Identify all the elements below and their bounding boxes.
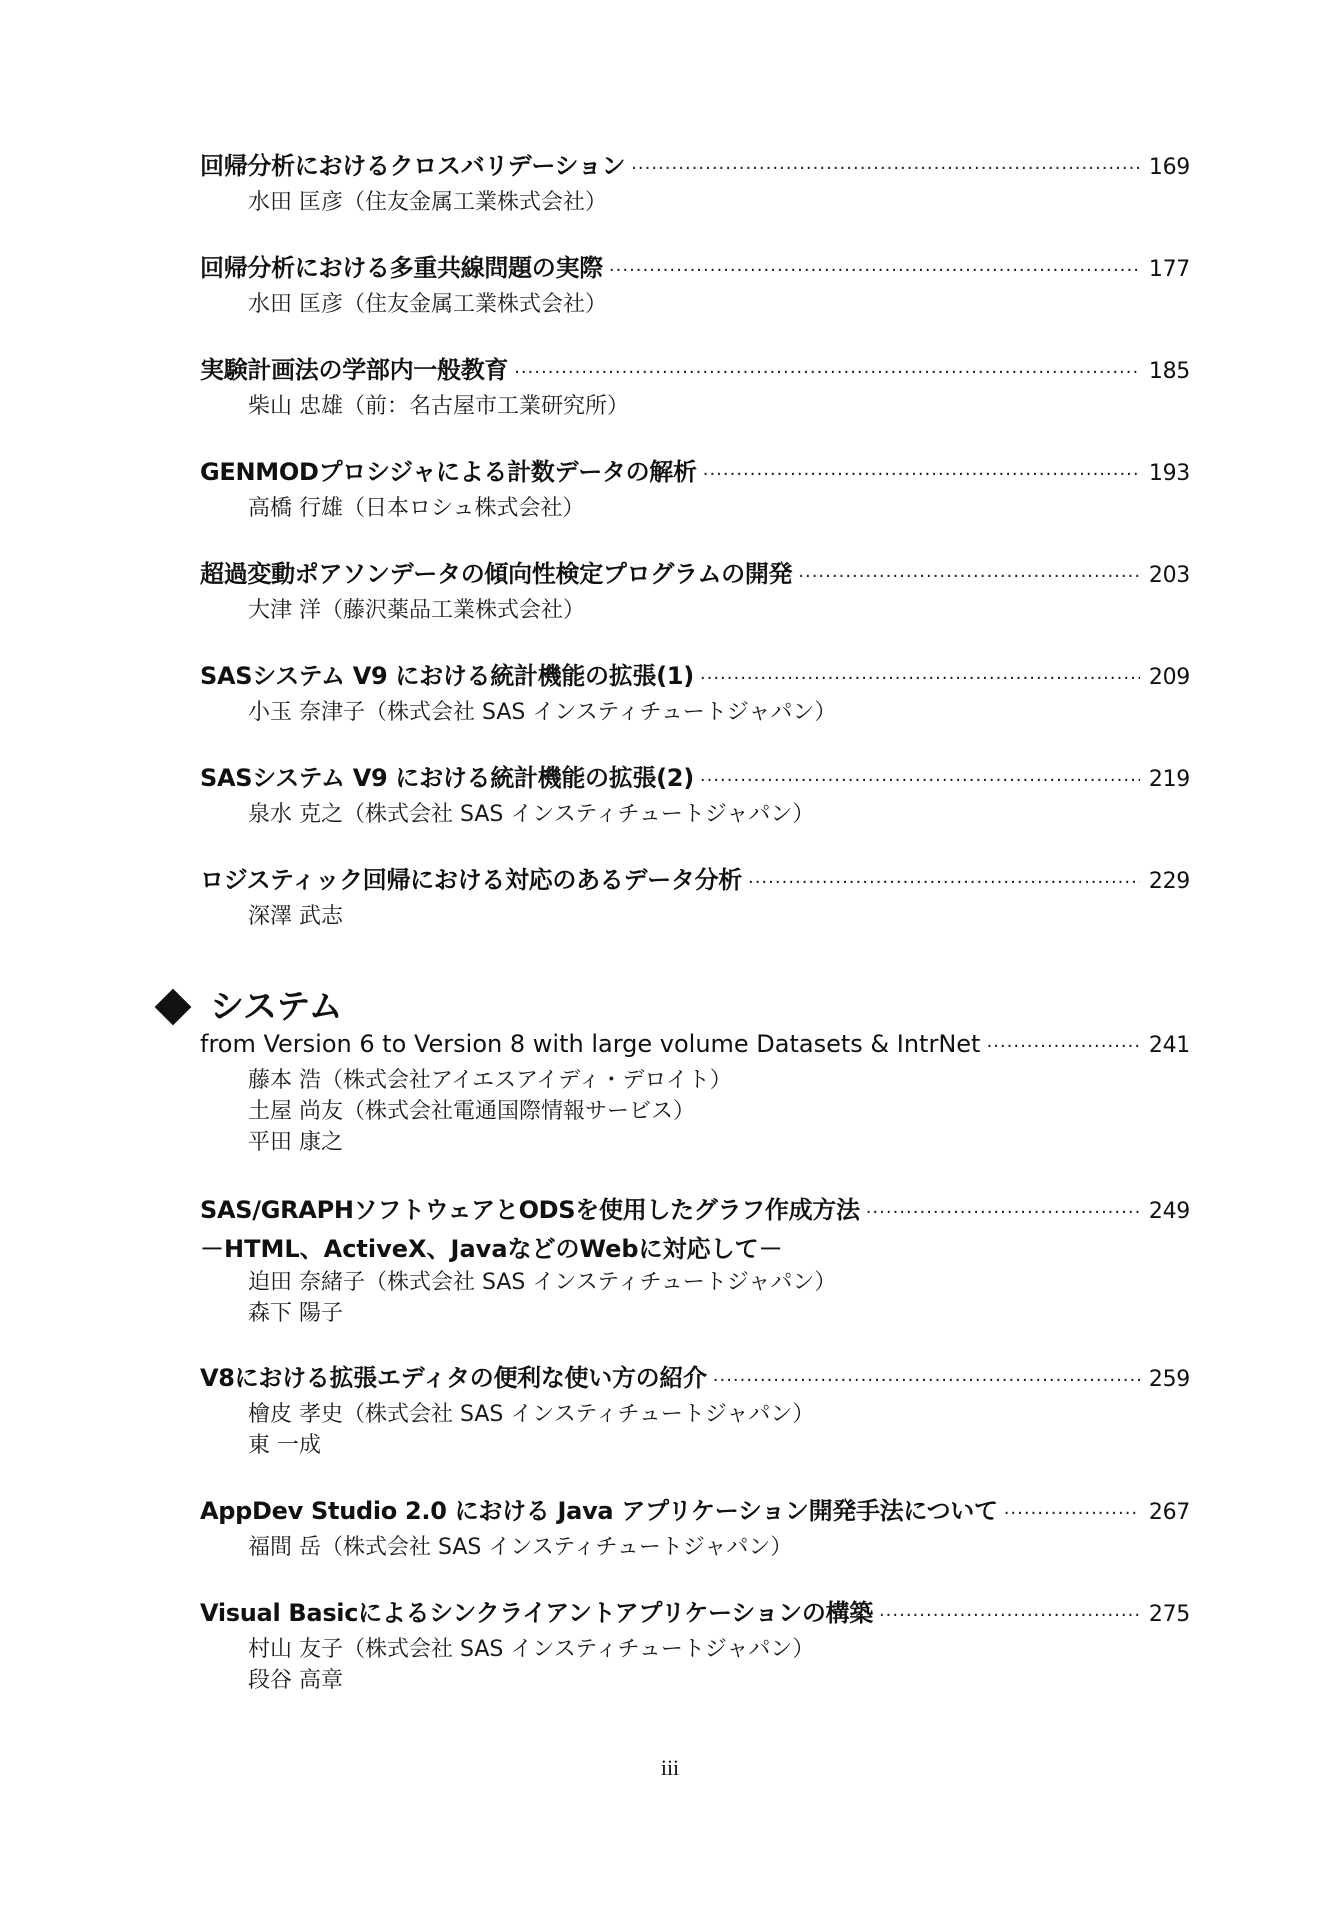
page-ref: 177: [1148, 257, 1190, 282]
toc-entry: [200, 1026, 1190, 1158]
page-ref: 267: [1148, 1500, 1190, 1525]
toc-entry: [200, 250, 1190, 320]
page-ref: 275: [1148, 1602, 1190, 1627]
entry-author: 段谷 高章: [248, 1668, 343, 1693]
leader-dots: [514, 355, 1140, 391]
toc-entry-title-row: [200, 1026, 1190, 1065]
page-ref: 203: [1148, 563, 1190, 588]
page-ref: 169: [1148, 155, 1190, 180]
toc-entry-title-row: [200, 556, 1190, 595]
page-ref: 249: [1148, 1199, 1190, 1224]
entry-author: 土屋 尚友（株式会社電通国際情報サービス）: [248, 1099, 695, 1124]
page-ref: 219: [1148, 767, 1190, 792]
leader-dots: [609, 253, 1140, 289]
leader-dots: [748, 865, 1140, 901]
entry-author: 大津 洋（藤沢薬品工業株式会社）: [248, 598, 585, 623]
entry-author: 水田 匡彦（住友金属工業株式会社）: [248, 292, 607, 317]
entry-author: 柴山 忠雄（前：名古屋市工業研究所）: [248, 394, 629, 419]
toc-entry: [200, 1595, 1190, 1696]
entry-title: from Version 6 to Version 8 with large volume Datasets & IntrNet: [200, 1030, 981, 1058]
toc-entry-title-row: [200, 1360, 1190, 1399]
toc-entry-title-row: [200, 1595, 1190, 1634]
page-number: iii: [660, 1755, 680, 1780]
entry-title: SASシステム V9 における統計機能の拡張(1): [200, 662, 694, 690]
entry-title: SAS/GRAPHソフトウェアとODSを使用したグラフ作成方法: [200, 1196, 860, 1224]
toc-entry-title-row: [200, 760, 1190, 799]
toc-entry: [200, 1493, 1190, 1563]
entry-author: 平田 康之: [248, 1130, 343, 1155]
toc-entry: [200, 1360, 1190, 1461]
page-ref: 241: [1148, 1033, 1190, 1058]
entry-author: 東 一成: [248, 1433, 321, 1458]
entry-author: 水田 匡彦（住友金属工業株式会社）: [248, 190, 607, 215]
toc-entry-title-row: [200, 658, 1190, 697]
leader-dots: [879, 1598, 1140, 1634]
page-ref: 193: [1148, 461, 1190, 486]
section-title: システム: [210, 987, 343, 1027]
entry-author: 小玉 奈津子（株式会社 SAS インスティチュートジャパン）: [248, 700, 837, 725]
entry-author: 森下 陽子: [248, 1301, 343, 1326]
entry-title: 超過変動ポアソンデータの傾向性検定プログラムの開発: [200, 560, 793, 588]
toc-entry: [200, 148, 1190, 218]
entry-title: AppDev Studio 2.0 における Java アプリケーション開発手法について: [200, 1497, 998, 1525]
toc-entry-title-row: [200, 352, 1190, 391]
page-ref: 185: [1148, 359, 1190, 384]
section-heading: [160, 985, 343, 1029]
toc-entry: [200, 862, 1190, 932]
leader-dots: [700, 763, 1140, 799]
toc-entry: [200, 760, 1190, 830]
entry-author: 迫田 奈緒子（株式会社 SAS インスティチュートジャパン）: [248, 1270, 837, 1295]
entry-author: 高橋 行雄（日本ロシュ株式会社）: [248, 496, 585, 521]
toc-entry: [200, 658, 1190, 728]
leader-dots: [866, 1195, 1140, 1231]
toc-entry-title-row: [200, 148, 1190, 187]
entry-author: 福間 岳（株式会社 SAS インスティチュートジャパン）: [248, 1535, 793, 1560]
diamond-bullet-icon: [155, 989, 192, 1026]
entry-author: 泉水 克之（株式会社 SAS インスティチュートジャパン）: [248, 802, 815, 827]
entry-author: 檜皮 孝史（株式会社 SAS インスティチュートジャパン）: [248, 1402, 815, 1427]
toc-entry-title-row: [200, 454, 1190, 493]
leader-dots: [700, 661, 1140, 697]
toc-entry: [200, 556, 1190, 626]
entry-title: Visual Basicによるシンクライアントアプリケーションの構築: [200, 1599, 873, 1627]
leader-dots: [1004, 1496, 1140, 1532]
entry-subtitle: －HTML、ActiveX、JavaなどのWebに対応して－: [200, 1235, 783, 1263]
entry-author: 藤本 浩（株式会社アイエスアイディ・デロイト）: [248, 1068, 732, 1093]
leader-dots: [713, 1363, 1140, 1399]
toc-entry-title-row: [200, 1493, 1190, 1532]
entry-title: 回帰分析におけるクロスバリデーション: [200, 152, 626, 180]
page-ref: 259: [1148, 1367, 1190, 1392]
entry-title: 回帰分析における多重共線問題の実際: [200, 254, 603, 282]
entry-author: 深澤 武志: [248, 904, 343, 929]
entry-title: GENMODプロシジャによる計数データの解析: [200, 458, 697, 486]
toc-entry: [200, 454, 1190, 524]
leader-dots: [631, 151, 1140, 187]
toc-entry: [200, 1192, 1190, 1329]
entry-title: SASシステム V9 における統計機能の拡張(2): [200, 764, 694, 792]
entry-author: 村山 友子（株式会社 SAS インスティチュートジャパン）: [248, 1637, 815, 1662]
toc-entry-title-row: [200, 862, 1190, 901]
page-ref: 209: [1148, 665, 1190, 690]
leader-dots: [703, 457, 1140, 493]
toc-entry: [200, 352, 1190, 422]
leader-dots: [798, 559, 1140, 595]
toc-entry-title-row: [200, 250, 1190, 289]
entry-title: V8における拡張エディタの便利な使い方の紹介: [200, 1364, 707, 1392]
leader-dots: [986, 1029, 1140, 1065]
entry-title: 実験計画法の学部内一般教育: [200, 356, 509, 384]
page-ref: 229: [1148, 869, 1190, 894]
toc-entry-title-row: [200, 1192, 1190, 1231]
entry-title: ロジスティック回帰における対応のあるデータ分析: [200, 866, 742, 894]
